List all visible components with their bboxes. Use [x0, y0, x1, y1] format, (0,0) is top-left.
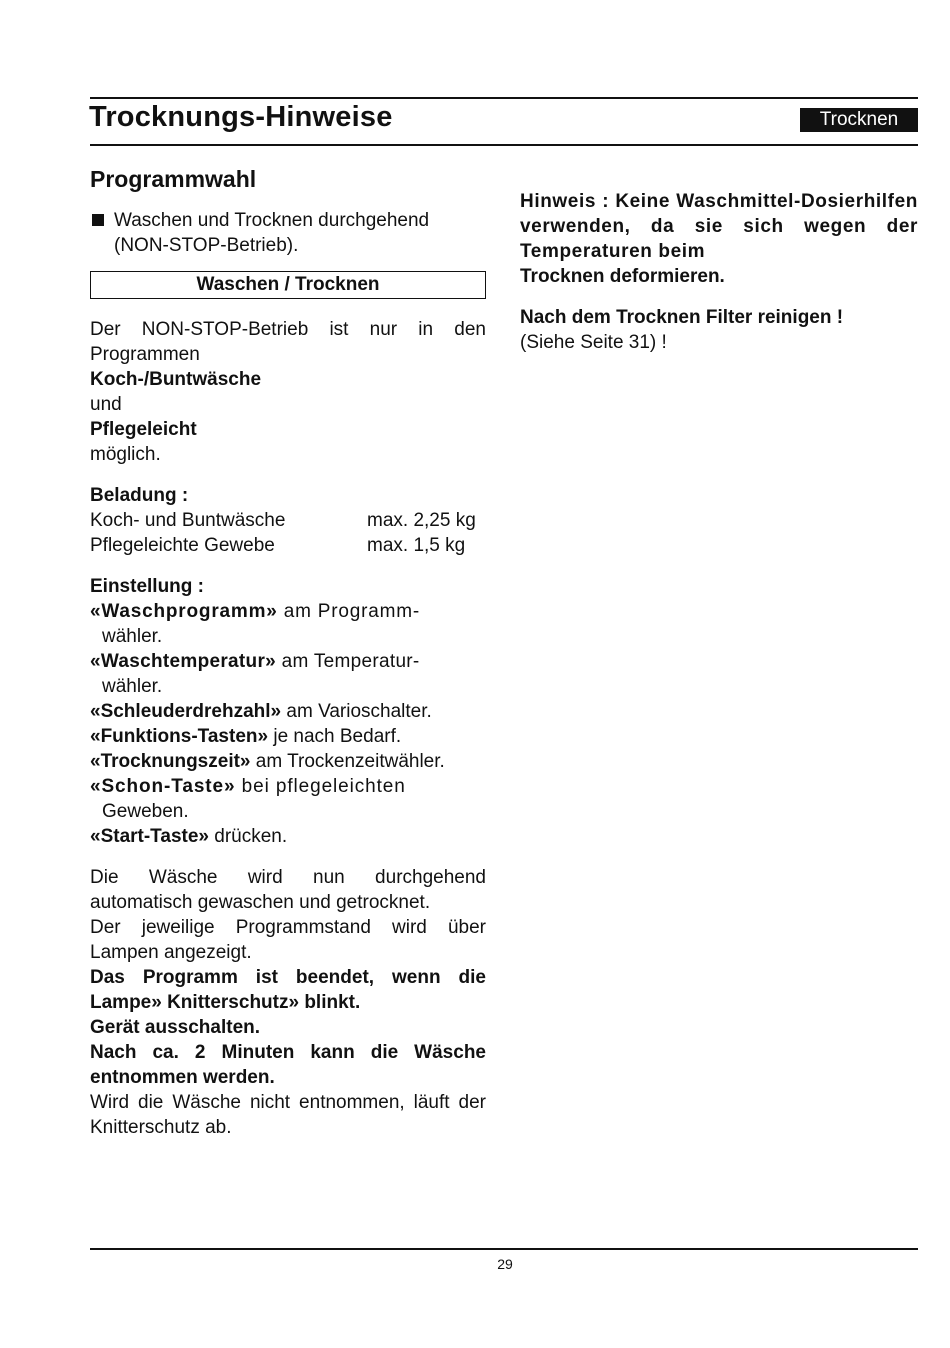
closing-text: Wird die Wäsche nicht entnommen, läuft der Knitterschutz ab.	[90, 1092, 486, 1138]
intro-und: und	[90, 394, 122, 415]
closing-bold-text: Gerät ausschalten.	[90, 1017, 261, 1038]
setting-trocknungszeit	[90, 749, 486, 774]
intro-moeglich: möglich.	[90, 444, 161, 465]
intro-line: Der NON-STOP-Betrieb ist nur in den Programmen	[90, 319, 486, 365]
loading-row	[90, 533, 486, 558]
section-tag: Trocknen	[800, 108, 918, 132]
closing-section	[90, 865, 486, 1140]
loading-label: Koch- und Buntwäsche	[90, 510, 286, 531]
setting-text: am Trockenzeitwähler.	[250, 751, 445, 772]
page-reference: (Siehe Seite 31) !	[520, 332, 667, 353]
settings-section	[90, 574, 486, 849]
closing-bold-text: Das Programm ist beendet, wenn die Lampe» Knitterschutz» blinkt.	[90, 967, 486, 1013]
setting-text: bei pflegeleichten	[235, 776, 406, 797]
section-heading: Programmwahl	[90, 166, 257, 192]
setting-key: «Schleuderdrehzahl»	[90, 701, 282, 722]
setting-key: «Trocknungszeit»	[90, 751, 251, 772]
setting-funktionstasten	[90, 724, 486, 749]
setting-continuation: Geweben.	[102, 801, 189, 822]
setting-key: «Start-Taste»	[90, 826, 209, 847]
bullet-text: Waschen und Trocknen durchgehend (NON-STOP-Betrieb).	[114, 210, 430, 256]
setting-text: je nach Bedarf.	[268, 726, 402, 747]
loading-value: max. 1,5 kg	[367, 535, 466, 556]
closing-bold-text: Nach ca. 2 Minuten kann die Wäsche entnommen werden.	[90, 1042, 486, 1088]
hint-text: Hinweis : Keine Waschmittel-Dosierhilfen verwenden, da sie sich wegen der Temperaturen beim	[520, 191, 918, 262]
setting-key: «Waschprogramm»	[90, 601, 278, 622]
program-name-2: Pflegeleicht	[90, 419, 197, 440]
setting-waschprogramm	[90, 599, 486, 624]
loading-value: max. 2,25 kg	[367, 510, 476, 531]
header-bottom-rule	[90, 144, 918, 146]
closing-text: Der jeweilige Programmstand wird über Lampen angezeigt.	[90, 917, 486, 963]
setting-text: drücken.	[208, 826, 288, 847]
setting-key: «Funktions-Tasten»	[90, 726, 269, 747]
setting-key: «Waschtemperatur»	[90, 651, 277, 672]
setting-text: am Temperatur-	[276, 651, 420, 672]
square-bullet-icon	[92, 214, 104, 226]
loading-heading: Beladung :	[90, 485, 189, 506]
setting-schleuderdrehzahl	[90, 699, 486, 724]
footer-rule	[90, 1248, 918, 1250]
closing-text: Die Wäsche wird nun durchgehend automatisch gewaschen und getrocknet.	[90, 867, 486, 913]
left-column	[90, 164, 486, 1140]
setting-text: am Varioschalter.	[281, 701, 432, 722]
setting-continuation: wähler.	[102, 626, 163, 647]
loading-label: Pflegeleichte Gewebe	[90, 535, 275, 556]
page-number: 29	[497, 1256, 513, 1272]
loading-section	[90, 483, 486, 558]
setting-schontaste	[90, 774, 486, 799]
setting-key: «Schon-Taste»	[90, 776, 236, 797]
setting-text: am Programm-	[277, 601, 421, 622]
settings-heading: Einstellung :	[90, 576, 204, 597]
bullet-item	[90, 208, 486, 258]
page-title: Trocknungs-Hinweise	[89, 101, 393, 133]
setting-waschtemperatur	[90, 649, 486, 674]
loading-row	[90, 508, 486, 533]
nonstop-intro	[90, 317, 486, 467]
program-name-1: Koch-/Buntwäsche	[90, 369, 262, 390]
setting-continuation: wähler.	[102, 676, 163, 697]
right-column	[520, 189, 918, 355]
filter-notice: Nach dem Trocknen Filter reinigen !	[520, 307, 844, 328]
setting-starttaste	[90, 824, 486, 849]
header-top-rule	[90, 97, 918, 99]
hint-end: Trocknen deformieren.	[520, 266, 725, 287]
program-box: Waschen / Trocknen	[90, 271, 486, 299]
